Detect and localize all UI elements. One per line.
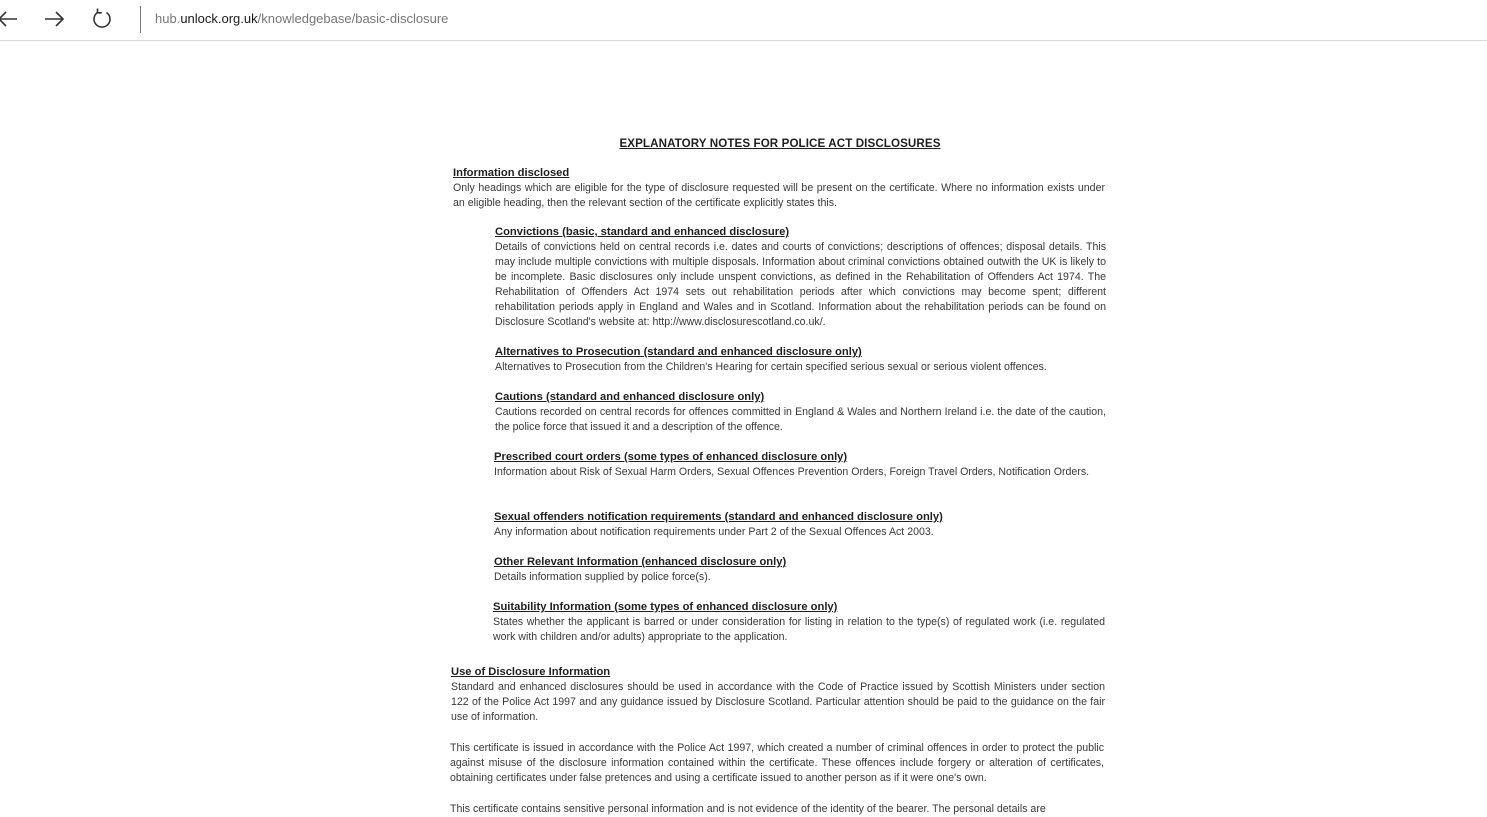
section-heading: Sexual offenders notification requirements (standard and enhanced disclosure only) — [494, 511, 943, 523]
section-text: Cautions recorded on central records for offences committed in England & Wales and Northern Ireland i.e. the date of the caution, the police force that issued it and a description of the offence. — [495, 406, 1106, 433]
section-alternatives — [495, 345, 1106, 375]
section-convictions — [495, 225, 1106, 330]
use-of-information-heading: Use of Disclosure Information — [451, 666, 611, 678]
section-prescribed-orders — [494, 450, 1106, 480]
section-heading: Alternatives to Prosecution (standard and enhanced disclosure only) — [495, 346, 862, 358]
refresh-button[interactable] — [86, 4, 118, 34]
toolbar-divider — [140, 6, 141, 33]
section-heading: Cautions (standard and enhanced disclosure only) — [495, 391, 765, 403]
address-bar[interactable] — [155, 10, 448, 27]
arrow-left-icon — [0, 10, 19, 28]
section-sexual-offenders — [494, 510, 1106, 540]
section-text: Any information about notification requirements under Part 2 of the Sexual Offences Act 2003. — [494, 526, 934, 538]
section-text: Details information supplied by police force(s). — [494, 571, 711, 583]
url-path: /knowledgebase/basic-disclosure — [257, 11, 449, 26]
section-heading: Convictions (basic, standard and enhanced disclosure) — [495, 226, 790, 238]
section-text: Information about Risk of Sexual Harm Orders, Sexual Offences Prevention Orders, Foreign Travel Orders, Notification Orders. — [494, 466, 1090, 478]
section-heading: Prescribed court orders (some types of enhanced disclosure only) — [494, 451, 848, 463]
refresh-icon — [91, 8, 113, 30]
sensitive-info-paragraph — [450, 802, 1104, 817]
section-text: Details of convictions held on central records i.e. dates and courts of convictions; descriptions of offences; disposal details. This may include multiple convictions with multiple disposals. Information about criminal convictions obtained outwith the UK is likely to be incomplete. Basic disclosures only include unspent convictions, as defined in the Rehabilitation of Offenders Act 1974. The Rehabilitation of Offenders Act 1974 sets out rehabilitation periods after which convictions may become spent; different rehabilitation periods apply in England and Wales and in Scotland. Information about the rehabilitation periods can be found on Disclosure Scotland's website at: http://www.disclosurescotland.co.uk/. — [495, 241, 1106, 328]
certificate-paragraph — [450, 741, 1104, 786]
arrow-right-icon — [43, 10, 65, 28]
page-viewport — [0, 41, 1487, 817]
section-text: Alternatives to Prosecution from the Children's Hearing for certain specified serious sexual or serious violent offences. — [495, 361, 1047, 373]
browser-toolbar — [0, 0, 1487, 41]
section-heading: Suitability Information (some types of enhanced disclosure only) — [493, 601, 838, 613]
back-button[interactable] — [0, 4, 24, 34]
sensitive-info-paragraph-text: This certificate contains sensitive personal information and is not evidence of the identity of the bearer. The personal details are — [450, 803, 1046, 815]
section-other-relevant — [494, 555, 1106, 585]
section-text: States whether the applicant is barred or under consideration for listing in relation to the type(s) of regulated work (i.e. regulated work with children and/or adults) appropriate to the application. — [493, 616, 1105, 643]
info-disclosed-block — [453, 166, 1105, 211]
info-disclosed-text: Only headings which are eligible for the type of disclosure requested will be present on the certificate. Where no information exists under an eligible heading, then the relevant section of the certificate explicitly states this. — [453, 182, 1105, 209]
section-suitability — [493, 600, 1105, 645]
url-host-prefix: hub. — [155, 11, 181, 26]
info-disclosed-heading: Information disclosed — [453, 167, 570, 179]
section-heading: Other Relevant Information (enhanced disclosure only) — [494, 556, 787, 568]
forward-button[interactable] — [38, 4, 70, 34]
document-title: EXPLANATORY NOTES FOR POLICE ACT DISCLOSURES — [619, 137, 941, 150]
certificate-paragraph-text: This certificate is issued in accordance with the Police Act 1997, which created a number of criminal offences in order to protect the public against misuse of the disclosure information contained within the certificate. These offences include forgery or alteration of certificates, obtaining certificates under false pretences and using a certificate issued to another person as if it were one's own. — [450, 742, 1104, 784]
url-host: unlock.org.uk — [180, 11, 258, 26]
use-of-information-block — [451, 665, 1105, 725]
section-cautions — [495, 390, 1106, 435]
use-of-information-text: Standard and enhanced disclosures should be used in accordance with the Code of Practice issued by Scottish Ministers under section 122 of the Police Act 1997 and any guidance issued by Disclosure Scotland. Particular attention should be paid to the guidance on the fair use of information. — [451, 681, 1105, 723]
